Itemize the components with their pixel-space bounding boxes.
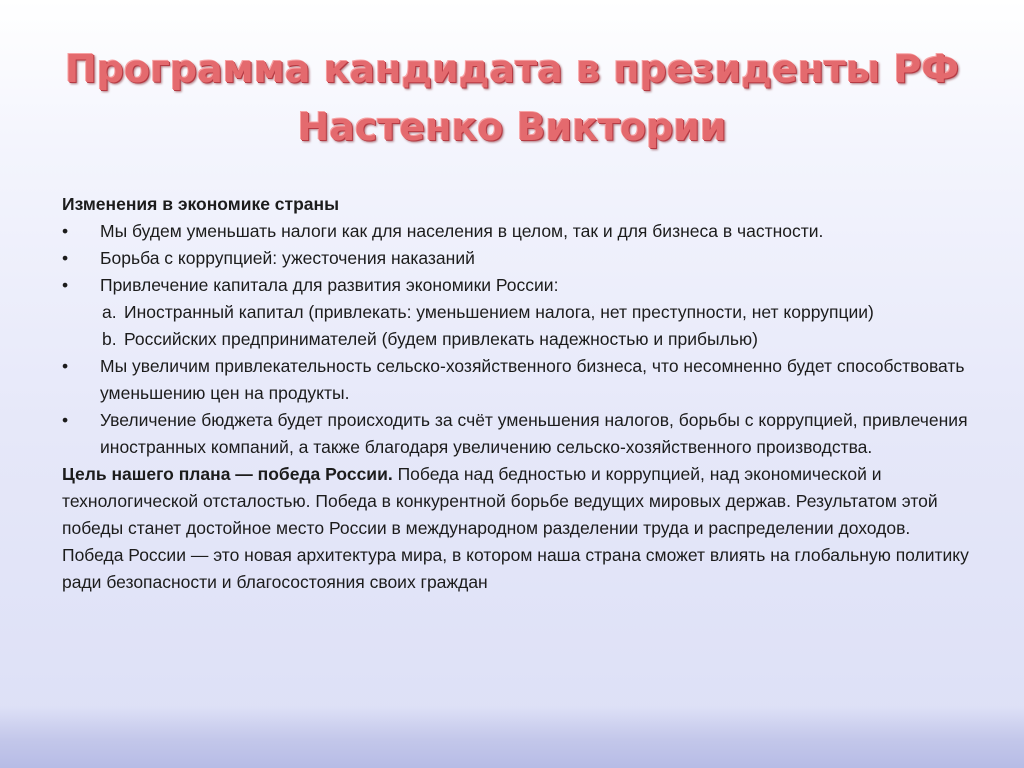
- bullet-list-continued: [62, 353, 972, 461]
- bullet-text: Борьба с коррупцией: ужесточения наказаний: [100, 248, 475, 268]
- bullet-icon: •: [62, 356, 69, 376]
- goal-body: Победа над бедностью и коррупцией, над экономической и технологической отсталостью. Победа в конкурентной борьбе ведущих мировых держав. Результатом этой победы станет достойное место России в международном разделении труда и распределении доходов. Победа России — это новая архитектура мира, в котором наша страна сможет влиять на глобальную политику ради безопасности и благосостояния своих граждан: [62, 464, 969, 592]
- slide-body: [62, 191, 972, 596]
- goal-lead: Цель нашего плана — победа России.: [62, 464, 393, 484]
- bullet-icon: •: [62, 221, 69, 241]
- slide-title-line-2: Настенко Виктории: [297, 105, 727, 149]
- bullet-item: [62, 407, 972, 461]
- sub-list-text: Иностранный капитал (привлекать: уменьшением налога, нет преступности, нет коррупции): [124, 302, 874, 322]
- bullet-icon: •: [62, 248, 69, 268]
- sub-list-text: Российских предпринимателей (будем привлекать надежностью и прибылью): [124, 329, 758, 349]
- bullet-text: Мы увеличим привлекательность сельско-хозяйственного бизнеса, что несомненно будет способствовать уменьшению цен на продукты.: [100, 356, 965, 403]
- bullet-item: [62, 272, 972, 299]
- bullet-text: Увеличение бюджета будет происходить за счёт уменьшения налогов, борьбы с коррупцией, привлечения иностранных компаний, а также благодаря увеличению сельско-хозяйственного производства.: [100, 410, 968, 457]
- bullet-item: [62, 353, 972, 407]
- bullet-text: Мы будем уменьшать налоги как для населения в целом, так и для бизнеса в частности.: [100, 221, 824, 241]
- sub-list-marker: a.: [102, 302, 117, 322]
- slide-title-line-1: Программа кандидата в президенты РФ: [64, 47, 960, 91]
- bullet-icon: •: [62, 410, 69, 430]
- bullet-icon: •: [62, 275, 69, 295]
- slide-title: [40, 40, 984, 156]
- slide-footer-band: [0, 706, 1024, 768]
- bullet-list: [62, 218, 972, 299]
- sub-list-item: [62, 326, 972, 353]
- goal-paragraph: [62, 461, 972, 596]
- bullet-item: [62, 218, 972, 245]
- sub-list: [62, 299, 972, 353]
- bullet-item: [62, 245, 972, 272]
- bullet-text: Привлечение капитала для развития экономики России:: [100, 275, 559, 295]
- section-heading: Изменения в экономике страны: [62, 194, 340, 214]
- sub-list-item: [62, 299, 972, 326]
- sub-list-marker: b.: [102, 329, 117, 349]
